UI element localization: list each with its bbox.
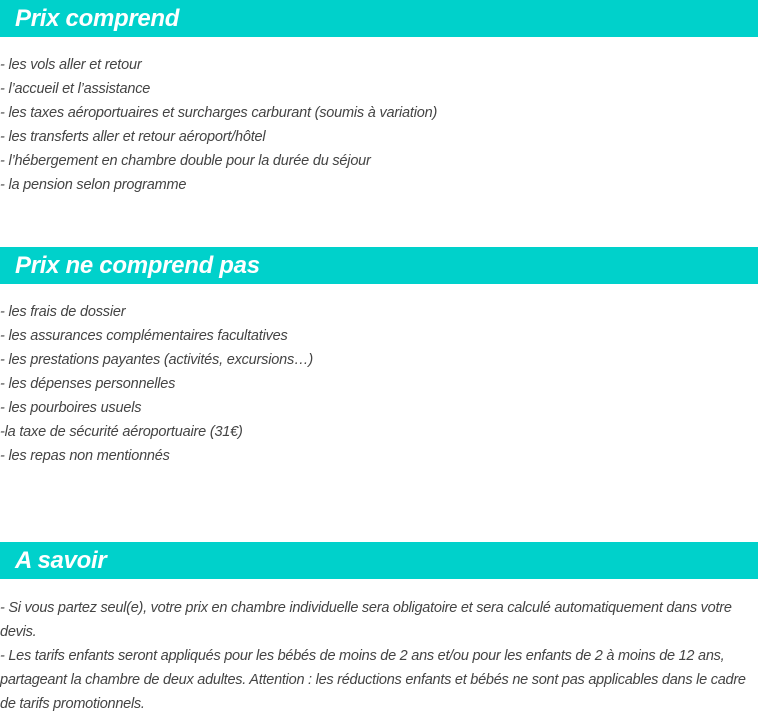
list-item: - l’hébergement en chambre double pour la durée du séjour: [0, 153, 371, 169]
section-header-prix-comprend: [0, 0, 758, 37]
list-item: - l’accueil et l’assistance: [0, 81, 151, 97]
paragraph-child-rates: - Les tarifs enfants seront appliqués pour les bébés de moins de 2 ans et/ou pour les enfants de 2 à moins de 12 ans, partageant la chambre de deux adultes. Attention : les réductions enfants et bébés ne sont pas applicables dans le cadre de tarifs promotionnels.: [0, 648, 746, 712]
section-title: Prix comprend: [15, 5, 180, 32]
not-included-list: [0, 300, 758, 468]
list-item: - les repas non mentionnés: [0, 448, 170, 464]
section-title: Prix ne comprend pas: [15, 252, 260, 279]
list-item: - les frais de dossier: [0, 304, 126, 320]
list-item: - les prestations payantes (activités, excursions…): [0, 352, 313, 368]
list-item: - les vols aller et retour: [0, 57, 142, 73]
included-list: [0, 53, 758, 197]
list-item: - les taxes aéroportuaires et surcharges carburant (soumis à variation): [0, 105, 438, 121]
section-header-a-savoir: [0, 542, 758, 579]
section-title: A savoir: [15, 547, 107, 574]
paragraph-single-room: - Si vous partez seul(e), votre prix en chambre individuelle sera obligatoire et sera calculé automatiquement dans votre devis.: [0, 600, 732, 640]
good-to-know-text: [0, 596, 752, 716]
list-item: - les pourboires usuels: [0, 400, 142, 416]
list-item: - les dépenses personnelles: [0, 376, 176, 392]
list-item: - les assurances complémentaires facultatives: [0, 328, 288, 344]
list-item: - la pension selon programme: [0, 177, 187, 193]
list-item: -la taxe de sécurité aéroportuaire (31€): [0, 424, 243, 440]
section-header-prix-ne-comprend-pas: [0, 247, 758, 284]
list-item: - les transferts aller et retour aéroport/hôtel: [0, 129, 266, 145]
